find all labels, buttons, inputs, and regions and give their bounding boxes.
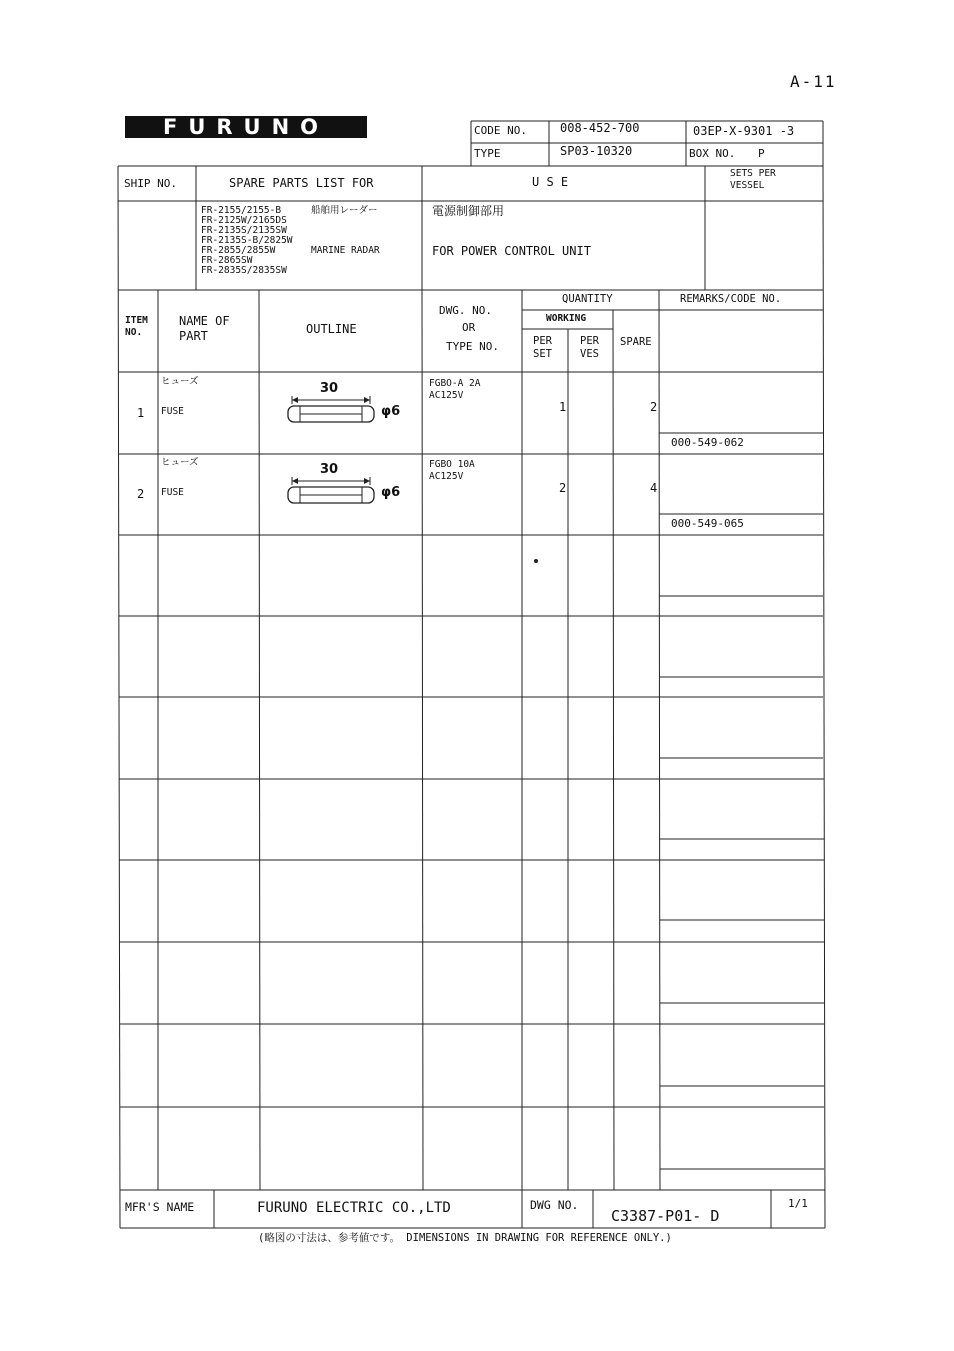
radar-jp-label: 船舶用レーダー <box>311 205 378 216</box>
code-no-label: CODE NO. <box>474 124 527 137</box>
type-label: TYPE <box>474 147 501 160</box>
quantity-header: QUANTITY <box>562 293 613 305</box>
spare-parts-list-for-label: SPARE PARTS LIST FOR <box>229 176 374 190</box>
item-1-outline-length: 30 <box>320 381 339 396</box>
per-ves-header-1: PER <box>580 335 599 347</box>
model-1: FR-2155/2155-B <box>201 205 282 216</box>
item-2-spare: 4 <box>650 481 658 495</box>
model-6: FR-2865SW <box>201 255 253 266</box>
item-1-number: 1 <box>137 406 145 420</box>
per-set-header-2: SET <box>533 348 552 360</box>
box-no-label: BOX NO. <box>689 147 736 160</box>
item-1-name-jp: ヒューズ <box>161 376 199 387</box>
item-2-code-no: 000-549-065 <box>671 517 744 530</box>
model-7: FR-2835S/2835SW <box>201 265 287 276</box>
item-2-fuse-outline-drawing <box>286 473 376 507</box>
item-2-name-en: FUSE <box>161 487 184 498</box>
mfr-name-label: MFR'S NAME <box>125 1200 195 1214</box>
item-1-dwg-no-2: AC125V <box>429 390 464 401</box>
per-ves-header-2: VES <box>580 348 599 360</box>
model-5: FR-2855/2855W <box>201 245 276 256</box>
item-1-outline-diameter: φ6 <box>381 404 401 419</box>
item-2-name-jp: ヒューズ <box>161 457 199 468</box>
furuno-logo: FURUNO <box>125 116 367 138</box>
use-jp-label: 電源制御部用 <box>432 204 505 218</box>
name-of-part-header-2: PART <box>179 329 208 343</box>
outline-header: OUTLINE <box>306 322 357 336</box>
name-of-part-header-1: NAME OF <box>179 314 230 328</box>
dwg-no-footer-label: DWG NO. <box>530 1198 579 1212</box>
remarks-header: REMARKS/CODE NO. <box>680 293 782 305</box>
type-value: SP03-10320 <box>560 144 633 158</box>
use-en-label: FOR POWER CONTROL UNIT <box>432 244 591 258</box>
dwg-no-header-3: TYPE NO. <box>446 340 499 353</box>
dwg-no-header-2: OR <box>462 321 476 334</box>
item-2-dwg-no-2: AC125V <box>429 471 464 482</box>
item-1-per-set: 1 <box>559 400 567 414</box>
item-1-fuse-outline-drawing <box>286 392 376 426</box>
spare-header: SPARE <box>620 336 652 348</box>
model-4: FR-2135S-B/2825W <box>201 235 293 246</box>
code-no-value: 008-452-700 <box>560 121 640 135</box>
item-2-number: 2 <box>137 487 145 501</box>
use-label: U S E <box>532 175 569 189</box>
working-header: WORKING <box>546 313 587 324</box>
item-1-dwg-no-1: FGBO-A 2A <box>429 378 481 389</box>
dwg-no-footer-value: C3387-P01- D <box>611 1207 720 1225</box>
item-2-per-set: 2 <box>559 481 567 495</box>
item-2-outline-length: 30 <box>320 462 339 477</box>
per-set-header-1: PER <box>533 335 552 347</box>
sets-per-vessel-line-2: VESSEL <box>730 180 765 191</box>
page-of-total: 1/1 <box>788 1197 808 1210</box>
dimensions-note: (略図の寸法は、参考値です。 DIMENSIONS IN DRAWING FOR REFERENCE ONLY.) <box>258 1232 672 1244</box>
sets-per-vessel-line-1: SETS PER <box>730 168 776 179</box>
ship-no-label: SHIP NO. <box>124 177 177 190</box>
item-no-header-1: ITEM <box>125 315 148 326</box>
item-1-code-no: 000-549-062 <box>671 436 744 449</box>
mfr-name-value: FURUNO ELECTRIC CO.,LTD <box>257 1200 451 1216</box>
page-number: A-11 <box>790 72 837 91</box>
scan-speck <box>534 559 538 563</box>
model-3: FR-2135S/2135SW <box>201 225 287 236</box>
radar-en-label: MARINE RADAR <box>311 245 380 256</box>
item-2-dwg-no-1: FGBO 10A <box>429 459 475 470</box>
model-2: FR-2125W/2165DS <box>201 215 287 226</box>
item-no-header-2: NO. <box>125 327 143 338</box>
box-no-value: P <box>758 147 765 160</box>
dwg-no-header-1: DWG. NO. <box>439 304 492 317</box>
item-1-spare: 2 <box>650 400 658 414</box>
code-no-extra: 03EP-X-9301 -3 <box>693 124 795 138</box>
item-1-name-en: FUSE <box>161 406 184 417</box>
item-2-outline-diameter: φ6 <box>381 485 401 500</box>
